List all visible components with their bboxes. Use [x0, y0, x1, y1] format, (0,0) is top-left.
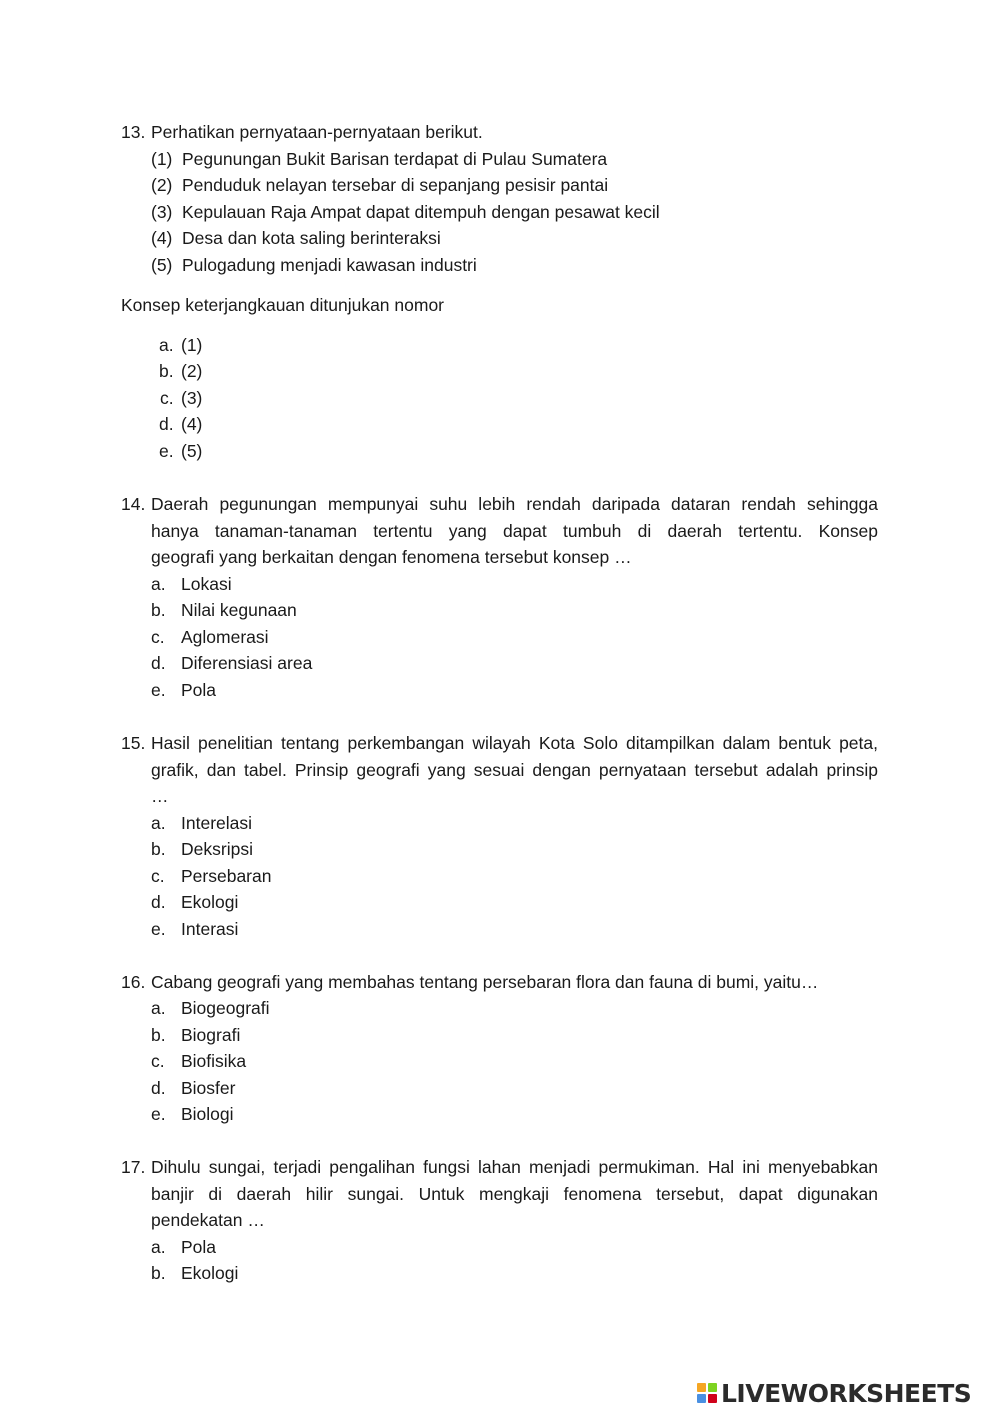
option-label: d.	[151, 892, 166, 912]
option-label: a.	[151, 998, 166, 1018]
option-text: Biologi	[181, 1104, 234, 1124]
option-label: e.	[159, 441, 174, 461]
statement-text: Pegunungan Bukit Barisan terdapat di Pulau Sumatera	[182, 149, 608, 169]
option-label: e.	[151, 680, 166, 700]
question-number: 15.	[121, 733, 146, 753]
option-text: Biografi	[181, 1025, 241, 1045]
logo-square-1	[697, 1383, 706, 1392]
option-label: b.	[151, 600, 166, 620]
option-text: Ekologi	[181, 1263, 239, 1283]
question-text-line: pendekatan …	[151, 1210, 265, 1230]
option-label: b.	[151, 1025, 166, 1045]
statement-number: (1)	[151, 149, 173, 169]
option-text: (5)	[181, 441, 203, 461]
option-text: Interelasi	[181, 813, 253, 833]
logo-grid-icon	[697, 1383, 717, 1403]
question-text-line: hanya tanaman-tanaman tertentu yang dapat tumbuh di daerah tertentu. Konsep	[151, 521, 878, 541]
option-text: (3)	[181, 388, 203, 408]
question-text-line: …	[151, 786, 169, 806]
option-text: Interasi	[181, 919, 239, 939]
option-text: (4)	[181, 414, 203, 434]
option-label: c.	[151, 866, 165, 886]
question-text-line: geografi yang berkaitan dengan fenomena tersebut konsep …	[151, 547, 632, 567]
question-text-line: grafik, dan tabel. Prinsip geografi yang sesuai dengan pernyataan tersebut adalah prinsip	[151, 760, 878, 780]
statement-text: Kepulauan Raja Ampat dapat ditempuh dengan pesawat kecil	[182, 202, 660, 222]
logo-square-3	[697, 1394, 706, 1403]
option-text: Ekologi	[181, 892, 239, 912]
option-text: Biosfer	[181, 1078, 236, 1098]
option-label: d.	[159, 414, 174, 434]
option-label: c.	[160, 388, 174, 408]
option-label: a.	[151, 1237, 166, 1257]
question-text-line: Hasil penelitian tentang perkembangan wilayah Kota Solo ditampilkan dalam bentuk peta,	[151, 733, 878, 753]
option-label: b.	[151, 839, 166, 859]
question-number: 16.	[121, 972, 146, 992]
logo-text: LIVEWORKSHEETS	[721, 1378, 972, 1408]
question-text-line: Daerah pegunungan mempunyai suhu lebih rendah daripada dataran rendah sehingga	[151, 494, 878, 514]
option-label: e.	[151, 1104, 166, 1124]
option-text: Biofisika	[181, 1051, 247, 1071]
option-label: a.	[151, 813, 166, 833]
option-label: e.	[151, 919, 166, 939]
option-text: Lokasi	[181, 574, 232, 594]
statement-text: Pulogadung menjadi kawasan industri	[182, 255, 477, 275]
option-text: (1)	[181, 335, 203, 355]
question-number: 14.	[121, 494, 146, 514]
option-text: Pola	[181, 1237, 217, 1257]
question-stem: Konsep keterjangkauan ditunjukan nomor	[121, 295, 444, 315]
option-text: Aglomerasi	[181, 627, 269, 647]
option-text: Nilai kegunaan	[181, 600, 297, 620]
option-text: Deksripsi	[181, 839, 253, 859]
question-prompt: Perhatikan pernyataan-pernyataan berikut.	[151, 122, 483, 142]
liveworksheets-logo	[697, 1378, 971, 1408]
logo-square-2	[708, 1383, 717, 1392]
question-text-line: Cabang geografi yang membahas tentang persebaran flora dan fauna di bumi, yaitu…	[151, 972, 819, 992]
option-label: c.	[151, 627, 165, 647]
option-text: Persebaran	[181, 866, 272, 886]
logo-square-4	[708, 1394, 717, 1403]
question-number: 13.	[121, 122, 146, 142]
option-label: b.	[151, 1263, 166, 1283]
option-label: d.	[151, 1078, 166, 1098]
statement-number: (3)	[151, 202, 173, 222]
statement-number: (4)	[151, 228, 173, 248]
statement-number: (5)	[151, 255, 173, 275]
option-text: (2)	[181, 361, 203, 381]
option-text: Pola	[181, 680, 217, 700]
option-label: a.	[151, 574, 166, 594]
statement-number: (2)	[151, 175, 173, 195]
question-number: 17.	[121, 1157, 146, 1177]
option-text: Biogeografi	[181, 998, 270, 1018]
question-text-line: Dihulu sungai, terjadi pengalihan fungsi lahan menjadi permukiman. Hal ini menyebabkan	[151, 1157, 878, 1177]
question-text-line: banjir di daerah hilir sungai. Untuk mengkaji fenomena tersebut, dapat digunakan	[151, 1184, 878, 1204]
option-label: a.	[159, 335, 174, 355]
option-text: Diferensiasi area	[181, 653, 313, 673]
statement-text: Desa dan kota saling berinteraksi	[182, 228, 441, 248]
option-label: c.	[151, 1051, 165, 1071]
option-label: b.	[159, 361, 174, 381]
option-label: d.	[151, 653, 166, 673]
statement-text: Penduduk nelayan tersebar di sepanjang pesisir pantai	[182, 175, 609, 195]
